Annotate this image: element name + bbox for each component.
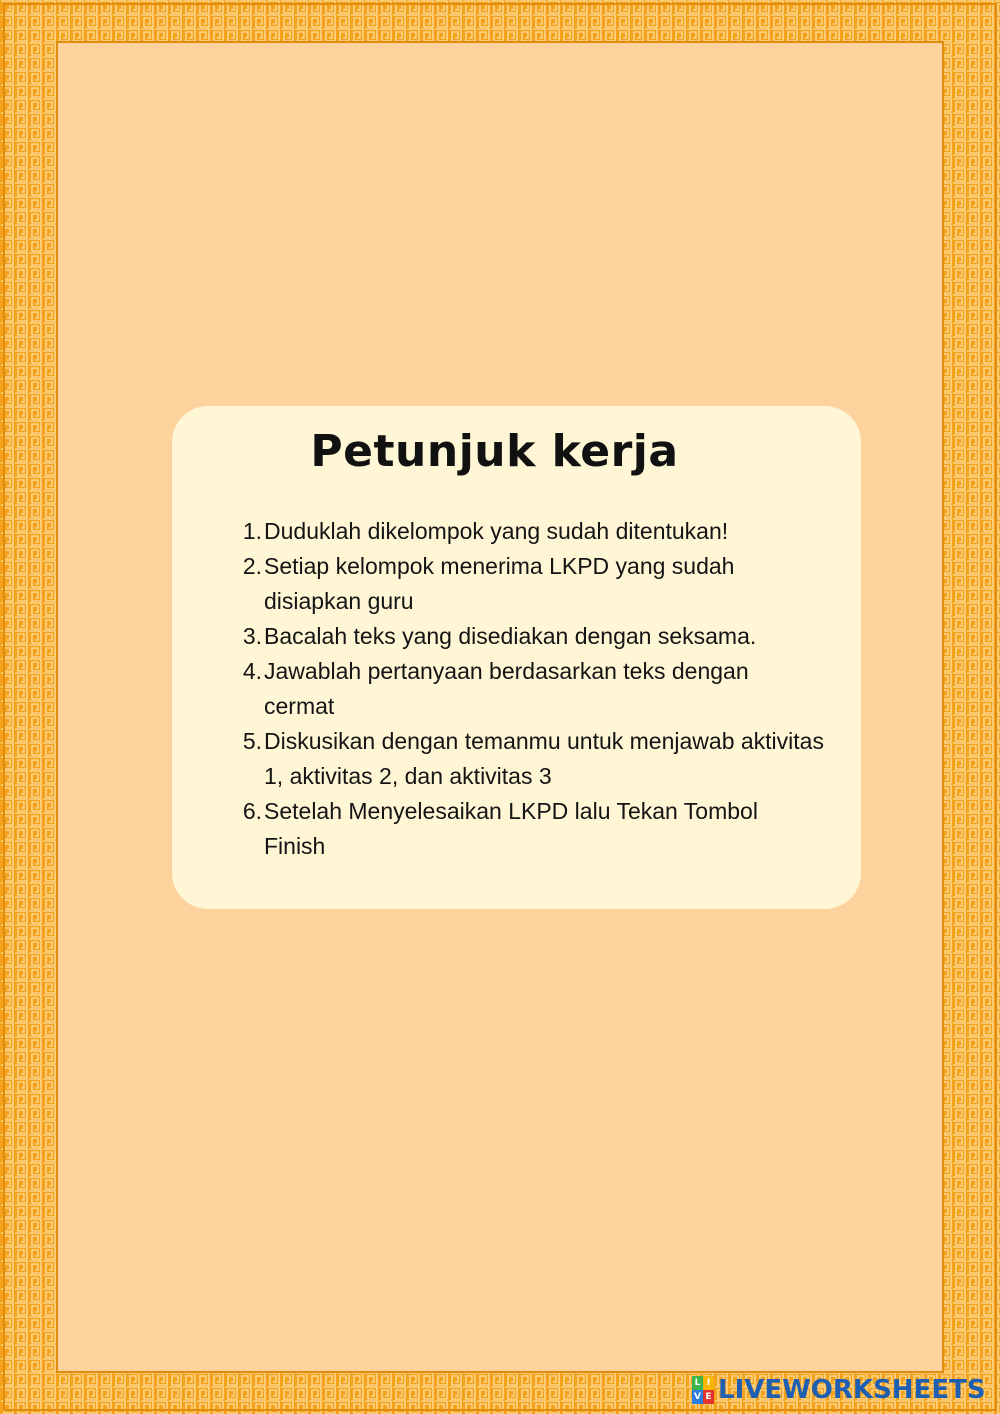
list-item-text: Duduklah dikelompok yang sudah ditentukan! xyxy=(264,518,729,544)
brand-name: LIVEWORKSHEETS xyxy=(718,1375,986,1405)
list-item-number: 5. xyxy=(242,728,262,754)
instructions-card xyxy=(172,406,861,909)
list-item-number: 4. xyxy=(242,658,262,684)
list-item xyxy=(242,514,824,549)
list-item-number: 3. xyxy=(242,623,262,649)
logo-letter: I xyxy=(703,1376,714,1390)
list-item-number: 2. xyxy=(242,553,262,579)
list-item xyxy=(242,794,824,864)
logo-letter: V xyxy=(692,1390,703,1404)
liveworksheets-brand xyxy=(692,1373,986,1407)
list-item-number: 6. xyxy=(242,798,262,824)
logo-letter: L xyxy=(692,1376,703,1390)
list-item-text: Jawablah pertanyaan berdasarkan teks dengan cermat xyxy=(264,658,749,719)
list-item-number: 1. xyxy=(242,518,262,544)
list-item-text: Setiap kelompok menerima LKPD yang sudah disiapkan guru xyxy=(264,553,735,614)
list-item xyxy=(242,619,824,654)
list-item xyxy=(242,654,824,724)
list-item-text: Diskusikan dengan temanmu untuk menjawab aktivitas 1, aktivitas 2, dan aktivitas 3 xyxy=(264,728,824,789)
instruction-list xyxy=(242,514,824,864)
list-item-text: Bacalah teks yang disediakan dengan seksama. xyxy=(264,623,757,649)
logo-letter: E xyxy=(703,1390,714,1404)
page-title: Petunjuk kerja xyxy=(310,426,679,477)
list-item xyxy=(242,724,824,794)
list-item xyxy=(242,549,824,619)
liveworksheets-logo-icon xyxy=(692,1376,714,1404)
list-item-text: Setelah Menyelesaikan LKPD lalu Tekan Tombol Finish xyxy=(264,798,758,859)
